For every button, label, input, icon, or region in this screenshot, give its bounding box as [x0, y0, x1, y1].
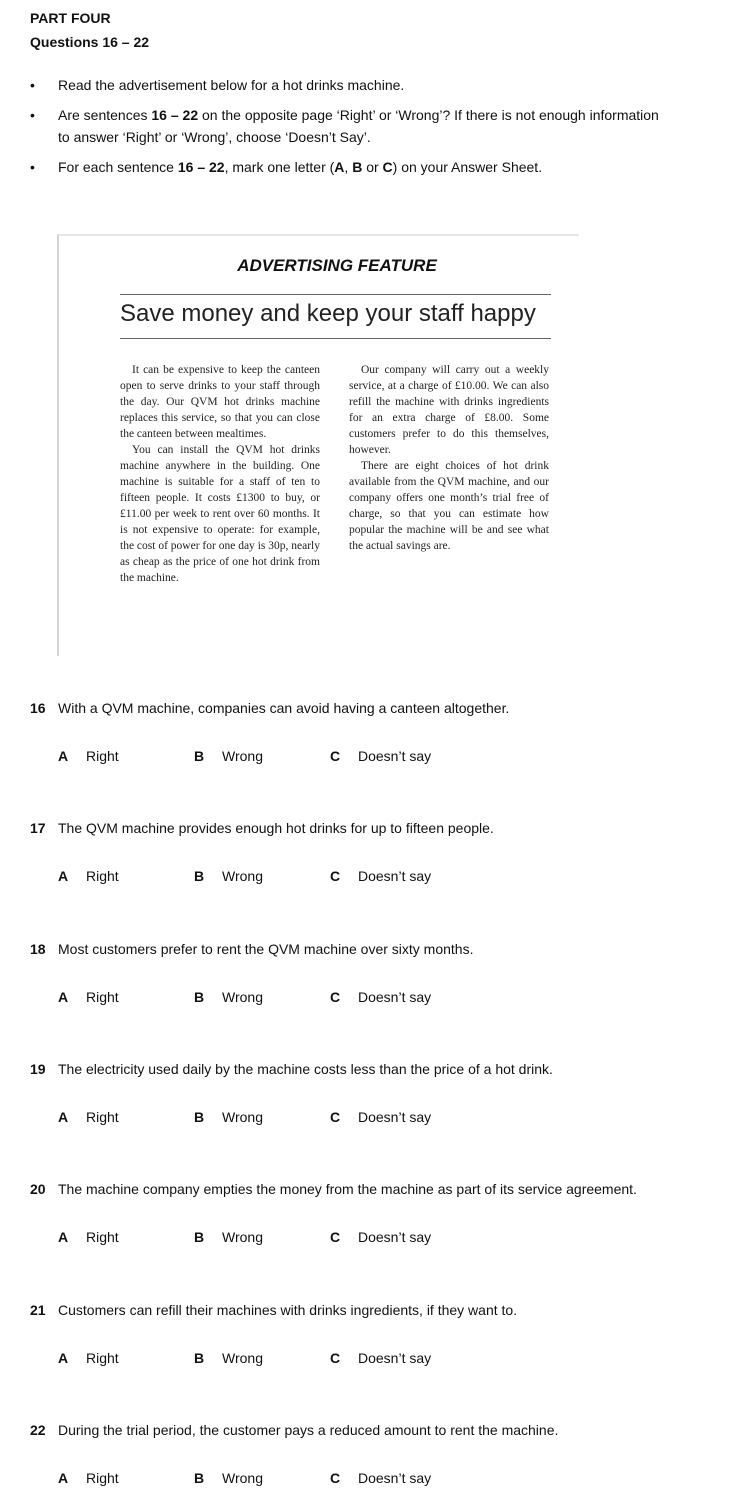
option-a-q22[interactable] — [58, 1470, 119, 1486]
question-20 — [30, 1181, 710, 1197]
question-number: 17 — [30, 820, 46, 836]
option-letter: A — [58, 748, 69, 764]
option-label: Wrong — [222, 1109, 263, 1125]
instruction-text: or — [362, 159, 383, 175]
question-number: 19 — [30, 1061, 46, 1077]
question-number: 22 — [30, 1422, 46, 1438]
option-b-q19[interactable] — [194, 1109, 263, 1125]
option-a-q16[interactable] — [58, 748, 119, 764]
question-text: During the trial period, the customer pays a reduced amount to rent the machine. — [58, 1422, 559, 1438]
question-text: With a QVM machine, companies can avoid having a canteen altogether. — [58, 700, 510, 716]
instruction-item — [30, 104, 670, 148]
option-label: Doesn’t say — [358, 748, 432, 764]
advert-title: Save money and keep your staff happy — [120, 300, 536, 327]
option-label: Right — [86, 1470, 119, 1486]
option-label: Wrong — [222, 748, 263, 764]
option-letter: C — [330, 1109, 341, 1125]
question-number: 20 — [30, 1181, 46, 1197]
option-letter: C — [330, 868, 341, 884]
option-label: Wrong — [222, 1470, 263, 1486]
option-b-q20[interactable] — [194, 1229, 263, 1245]
question-22 — [30, 1422, 710, 1438]
advert-paragraph: Our company will carry out a weekly service, at a charge of £10.00. We can also refill the machine with drinks ingredients for an extra charge of £8.00. Some customers prefer to do this themselves, however. — [349, 364, 549, 456]
option-a-q21[interactable] — [58, 1350, 119, 1366]
question-17 — [30, 820, 710, 836]
bullet-icon: • — [30, 107, 35, 123]
question-text: Most customers prefer to rent the QVM machine over sixty months. — [58, 941, 474, 957]
option-b-q16[interactable] — [194, 748, 263, 764]
question-text: The QVM machine provides enough hot drinks for up to fifteen people. — [58, 820, 494, 836]
option-b-q22[interactable] — [194, 1470, 263, 1486]
option-label: Wrong — [222, 868, 263, 884]
advert-rule-bottom — [120, 338, 551, 339]
advert-paragraph: You can install the QVM hot drinks machine anywhere in the building. One machine is suitable for a staff of ten to fifteen people. It costs £1300 to buy, or £11.00 per week to rent over 60 months. It is not expensive to operate: for example, the cost of power for one day is 30p, nearly as cheap as the price of one hot drink from the machine. — [120, 444, 320, 584]
question-16 — [30, 700, 710, 716]
instruction-text: on the opposite page ‘Right’ or ‘Wrong’? If there is not enough information to answer ‘Right’ or ‘Wrong’, choose ‘Doesn’t Say’. — [58, 107, 659, 145]
advertisement — [57, 234, 579, 656]
option-letter: B — [194, 989, 205, 1005]
question-21 — [30, 1302, 710, 1318]
option-c-q20[interactable] — [330, 1229, 431, 1245]
instruction-text: Are sentences — [58, 107, 152, 123]
option-letter: B — [194, 1229, 205, 1245]
question-text: The electricity used daily by the machine costs less than the price of a hot drink. — [58, 1061, 553, 1077]
option-letter: C — [330, 1350, 341, 1366]
option-label: Wrong — [222, 1229, 263, 1245]
question-number: 16 — [30, 700, 46, 716]
question-text: The machine company empties the money from the machine as part of its service agreement. — [58, 1181, 637, 1197]
option-letter: C — [330, 748, 341, 764]
advert-column-left — [120, 362, 320, 586]
instruction-text: 16 – 22 — [151, 107, 199, 123]
instruction-item — [30, 156, 670, 178]
option-letter: C — [330, 1229, 341, 1245]
advert-paragraph: There are eight choices of hot drink available from the QVM machine, and our company offers one month’s trial free of charge, so that you can estimate how popular the machine will be and see what the actual savings are. — [349, 460, 549, 552]
option-a-q20[interactable] — [58, 1229, 119, 1245]
option-label: Doesn’t say — [358, 1229, 432, 1245]
question-18 — [30, 941, 710, 957]
option-label: Doesn’t say — [358, 868, 432, 884]
question-19 — [30, 1061, 710, 1077]
part-title: PART FOUR — [30, 10, 111, 26]
instruction-text: For each sentence — [58, 159, 178, 175]
option-letter: A — [58, 1109, 69, 1125]
advert-column-right — [349, 362, 549, 554]
option-label: Right — [86, 1229, 119, 1245]
option-b-q17[interactable] — [194, 868, 263, 884]
instruction-text: , — [344, 159, 353, 175]
instruction-text: , mark one letter ( — [224, 159, 335, 175]
option-label: Doesn’t say — [358, 1350, 432, 1366]
option-label: Doesn’t say — [358, 1109, 432, 1125]
option-letter: A — [58, 1470, 69, 1486]
option-letter: B — [194, 1470, 205, 1486]
option-letter: B — [194, 1109, 205, 1125]
question-number: 18 — [30, 941, 46, 957]
option-label: Right — [86, 1109, 119, 1125]
option-label: Doesn’t say — [358, 989, 432, 1005]
option-label: Right — [86, 748, 119, 764]
option-label: Doesn’t say — [358, 1470, 432, 1486]
advert-paragraph: It can be expensive to keep the canteen open to serve drinks to your staff through the day. Our QVM hot drinks machine replaces this service, so that you can close the canteen between mealtimes. — [120, 364, 320, 440]
option-a-q18[interactable] — [58, 989, 119, 1005]
instruction-item — [30, 74, 670, 96]
question-number: 21 — [30, 1302, 46, 1318]
option-c-q16[interactable] — [330, 748, 431, 764]
option-letter: A — [58, 989, 69, 1005]
option-label: Right — [86, 868, 119, 884]
option-letter: B — [194, 868, 205, 884]
questions-range: Questions 16 – 22 — [30, 34, 150, 50]
option-letter: A — [58, 1350, 69, 1366]
option-letter: C — [330, 989, 341, 1005]
option-c-q17[interactable] — [330, 868, 431, 884]
option-letter: B — [194, 748, 205, 764]
bullet-icon: • — [30, 159, 35, 175]
option-letter: B — [194, 1350, 205, 1366]
instruction-text: 16 – 22 — [177, 159, 225, 175]
bullet-icon: • — [30, 77, 35, 93]
option-label: Wrong — [222, 989, 263, 1005]
advert-heading: ADVERTISING FEATURE — [237, 256, 437, 275]
option-a-q19[interactable] — [58, 1109, 119, 1125]
option-c-q21[interactable] — [330, 1350, 431, 1366]
instruction-text: C — [382, 159, 393, 175]
question-text: Customers can refill their machines with drinks ingredients, if they want to. — [58, 1302, 518, 1318]
advert-rule-top — [120, 294, 551, 295]
option-c-q18[interactable] — [330, 989, 431, 1005]
option-letter: A — [58, 1229, 69, 1245]
option-label: Wrong — [222, 1350, 263, 1366]
instruction-text: A — [334, 159, 345, 175]
option-c-q22[interactable] — [330, 1470, 431, 1486]
instruction-text: Read the advertisement below for a hot drinks machine. — [58, 77, 405, 93]
option-label: Right — [86, 1350, 119, 1366]
option-c-q19[interactable] — [330, 1109, 431, 1125]
instruction-text: B — [352, 159, 363, 175]
option-a-q17[interactable] — [58, 868, 119, 884]
option-b-q21[interactable] — [194, 1350, 263, 1366]
option-b-q18[interactable] — [194, 989, 263, 1005]
instruction-text: ) on your Answer Sheet. — [392, 159, 543, 175]
option-letter: C — [330, 1470, 341, 1486]
option-letter: A — [58, 868, 69, 884]
option-label: Right — [86, 989, 119, 1005]
instructions-list — [30, 74, 670, 186]
